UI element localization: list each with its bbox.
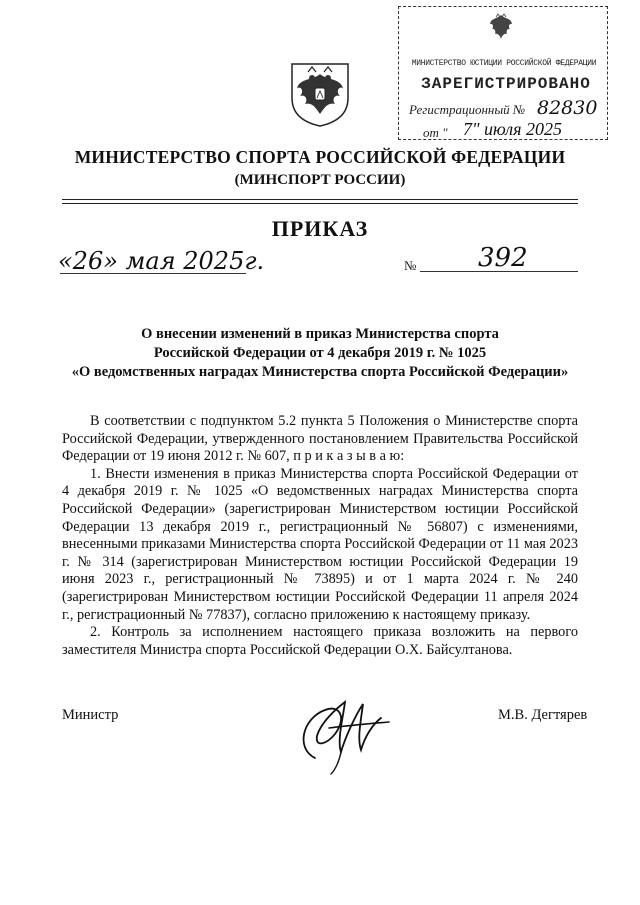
stamp-reg-label: Регистрационный № (409, 102, 526, 117)
stamp-ministry-name: МИНИСТЕРСТВО ЮСТИЦИИ РОССИЙСКОЙ ФЕДЕРАЦИИ (411, 59, 597, 68)
stamp-registered-label: ЗАРЕГИСТРИРОВАНО (421, 75, 591, 93)
subject-line: «О ведомственных наградах Министерства спорта Российской Федерации» (71, 364, 569, 380)
coat-of-arms-icon (288, 58, 352, 128)
order-date: «26» мая 2025г. (58, 247, 265, 275)
header-divider (62, 199, 578, 200)
number-sign: № (404, 258, 417, 273)
number-underline (420, 271, 578, 272)
stamp-date-label: от " (423, 125, 448, 140)
header-divider-thin (62, 203, 578, 204)
order-number: 392 (478, 243, 528, 273)
date-underline (60, 273, 246, 274)
stamp-date-handwritten: 7" июля 2025 (463, 119, 563, 139)
registration-stamp (398, 6, 608, 140)
body-paragraph-preamble: В соответствии с подпунктом 5.2 пункта 5 Положения о Министерстве спорта Российской Федерации, утвержденного постановлением Правительства Российской Федерации от 19 июня 2012 г. № 607, п р и к а з ы в а ю: (62, 413, 578, 465)
order-body (62, 413, 578, 659)
signer-name: М.В. Дегтярев (498, 707, 588, 723)
signer-title: Министр (62, 707, 119, 723)
subject-line: Российской Федерации от 4 декабря 2019 г. № 1025 (153, 345, 487, 361)
body-paragraph-item-1: 1. Внести изменения в приказ Министерства спорта Российской Федерации от 4 декабря 2019 г. № 1025 «О ведомственных наградах Министерства спорта Российской Федерации» (зарегистрирован Министерством юстиции Российской Федерации 13 декабря 2019 г., регистрационный № 56807) с изменениями, внесенными приказами Министерства спорта Российской Федерации от 11 мая 2023 г. № 314 (зарегистрирован Министерством юстиции Российской Федерации 19 июня 2023 г., регистрационный № 73895) и от 1 марта 2024 г. № 240 (зарегистрирован Министерством юстиции Российской Федерации 11 апреля 2024 г., регистрационный № 77837), согласно приложению к настоящему приказу. (62, 465, 578, 623)
stamp-emblem-icon (487, 11, 515, 41)
ministry-short-name: (МИНСПОРТ РОССИИ) (234, 172, 406, 188)
ministry-title: МИНИСТЕРСТВО СПОРТА РОССИЙСКОЙ ФЕДЕРАЦИИ (74, 147, 566, 167)
document-type-title: ПРИКАЗ (271, 216, 369, 241)
body-paragraph-item-2: 2. Контроль за исполнением настоящего приказа возложить на первого заместителя Министра спорта Российской Федерации О.Х. Байсултанова. (62, 624, 578, 658)
subject-line: О внесении изменений в приказ Министерства спорта (141, 326, 499, 342)
handwritten-signature (285, 688, 395, 778)
order-subject (40, 325, 600, 382)
stamp-reg-number: 82830 (537, 97, 598, 119)
